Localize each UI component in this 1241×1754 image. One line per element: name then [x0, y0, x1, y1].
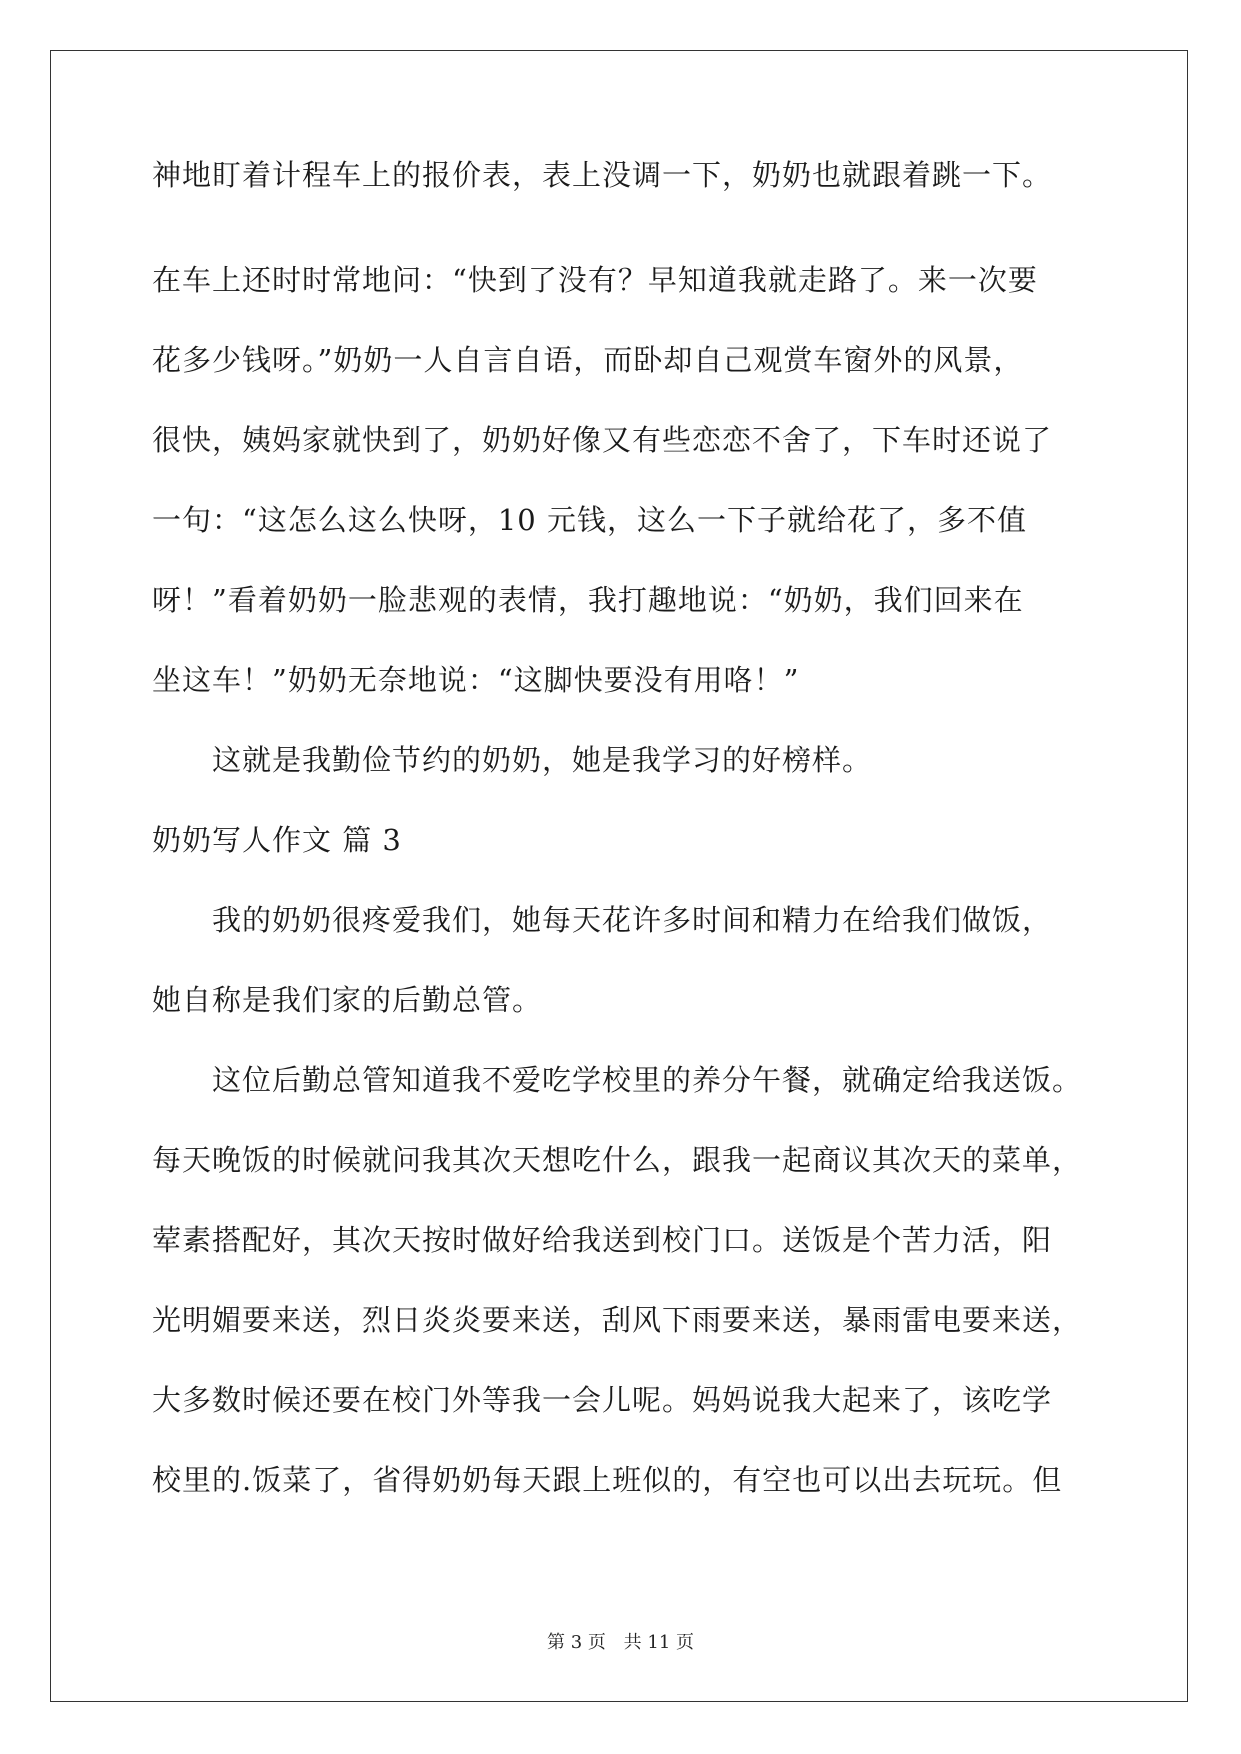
text-line: 在车上还时时常地问：“快到了没有？早知道我就走路了。来一次要 — [152, 263, 1038, 297]
text-line: 光明媚要来送，烈日炎炎要来送，刮风下雨要来送，暴雨雷电要来送， — [152, 1303, 1083, 1337]
text-line: 很快，姨妈家就快到了，奶奶好像又有些恋恋不舍了，下车时还说了 — [152, 423, 1053, 457]
page-number-total: 共 11 页 — [623, 1632, 694, 1653]
text-line: 她自称是我们家的后勤总管。 — [152, 983, 543, 1017]
text-line: 坐这车！”奶奶无奈地说：“这脚快要没有用咯！” — [152, 663, 800, 697]
document-body — [152, 160, 1092, 1520]
page-footer — [0, 1628, 1241, 1654]
text-line: 一句：“这怎么这么快呀，10 元钱，这么一下子就给花了，多不值 — [152, 503, 1027, 537]
text-line: 每天晚饭的时候就问我其次天想吃什么，跟我一起商议其次天的菜单， — [152, 1143, 1083, 1177]
text-line: 我的奶奶很疼爱我们，她每天花许多时间和精力在给我们做饭， — [212, 903, 1053, 937]
section-title: 奶奶写人作文 篇 3 — [152, 823, 402, 857]
paragraph-conclusion: 这就是我勤俭节约的奶奶，她是我学习的好榜样。 — [212, 743, 873, 777]
page-number-current: 第 3 页 — [547, 1632, 606, 1653]
text-line: 花多少钱呀。”奶奶一人自言自语，而卧却自己观赏车窗外的风景， — [152, 343, 1024, 377]
text-line: 荤素搭配好，其次天按时做好给我送到校门口。送饭是个苦力活，阳 — [152, 1223, 1053, 1257]
text-line: 神地盯着计程车上的报价表，表上没调一下，奶奶也就跟着跳一下。 — [152, 158, 1053, 192]
text-line: 大多数时候还要在校门外等我一会儿呢。妈妈说我大起来了，该吃学 — [152, 1383, 1053, 1417]
text-line: 这位后勤总管知道我不爱吃学校里的养分午餐，就确定给我送饭。 — [212, 1063, 1083, 1097]
text-line: 呀！”看着奶奶一脸悲观的表情，我打趣地说：“奶奶，我们回来在 — [152, 583, 1024, 617]
text-line: 校里的.饭菜了，省得奶奶每天跟上班似的，有空也可以出去玩玩。但 — [152, 1463, 1063, 1497]
